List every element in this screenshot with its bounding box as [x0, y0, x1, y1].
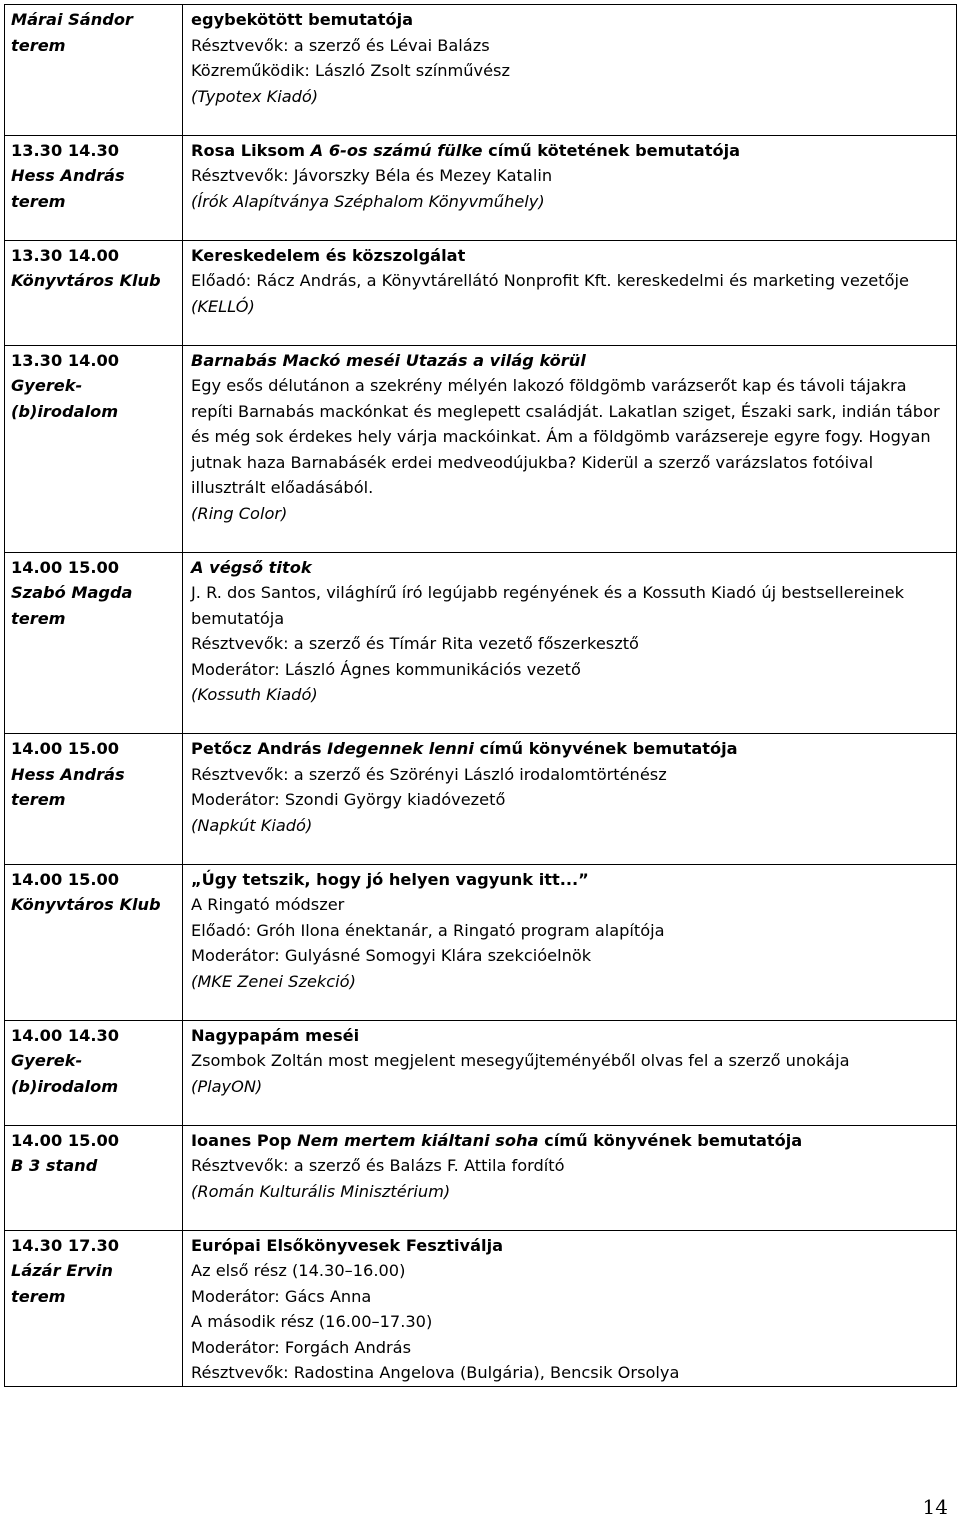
event-text-line: (Napkút Kiadó)	[191, 815, 313, 835]
event-text-line: (MKE Zenei Szekció)	[191, 971, 356, 991]
spacer	[11, 294, 176, 320]
program-row	[5, 1125, 957, 1230]
program-row	[5, 135, 957, 240]
event-text-line: Moderátor: Gács Anna	[191, 1286, 372, 1306]
spacer	[11, 631, 176, 657]
event-title-part: Idegennek lenni	[327, 739, 474, 758]
program-row	[5, 1230, 957, 1386]
spacer	[191, 526, 948, 552]
time-venue-line: (b)irodalom	[11, 1076, 119, 1096]
event-text-line: Moderátor: László Ágnes kommunikációs vezető	[191, 659, 581, 679]
program-row	[5, 864, 957, 1020]
event-text-line: Egy esős délutánon a szekrény mélyén lakozó földgömb varázserőt kap és távoli tájakra repíti Barnabás mackónkat és meglepett családját. Lakatlan sziget, Északi sark, indián tábor és még sok érdekes hely várja mackóinkat. Ám a földgömb varázsereje egyre fogy. Hogyan jutnak haza Barnabásék erdei medveodújukba? Kiderül a szerző varázslatos fotóival illusztrált előadásából.	[191, 376, 940, 497]
time-venue-line: terem	[11, 790, 66, 809]
event-text-line: Az első rész (14.30–16.00)	[191, 1261, 406, 1280]
program-row	[5, 1020, 957, 1125]
spacer	[191, 214, 948, 240]
program-table	[4, 4, 957, 1387]
event-description-cell	[183, 5, 957, 136]
event-description-cell	[183, 345, 957, 552]
time-venue-line: terem	[11, 1286, 66, 1306]
event-text-line: Zsombok Zoltán most megjelent mesegyűjteményéből olvas fel a szerző unokája	[191, 1051, 850, 1070]
event-title-part: Nem mertem kiáltani soha	[297, 1130, 539, 1150]
event-description-cell	[183, 240, 957, 345]
spacer	[11, 58, 176, 84]
time-venue-line: Könyvtáros Klub	[11, 895, 161, 914]
event-description-cell	[183, 552, 957, 734]
event-description-cell	[183, 1125, 957, 1230]
program-row	[5, 345, 957, 552]
spacer	[191, 109, 948, 135]
event-text-line: A Ringató módszer	[191, 895, 345, 914]
time-venue-cell	[5, 864, 183, 1020]
time-venue-line: 13.30 14.30	[11, 140, 120, 160]
event-description-cell	[183, 734, 957, 865]
time-venue-line: Szabó Magda	[11, 583, 133, 602]
event-text-line: Barnabás Mackó meséi Utazás a világ körül	[191, 350, 586, 370]
event-text-line: Résztvevők: a szerző és Balázs F. Attila fordító	[191, 1156, 565, 1175]
time-venue-line: 14.00 15.00	[11, 739, 120, 758]
spacer	[11, 424, 176, 450]
event-text-line: Közreműködik: László Zsolt színművész	[191, 61, 510, 80]
event-text-line: egybekötött bemutatója	[191, 10, 414, 29]
time-venue-cell	[5, 552, 183, 734]
page-number: 14	[922, 1495, 948, 1519]
event-text-line: Előadó: Gróh Ilona énektanár, a Ringató program alapítója	[191, 920, 665, 940]
event-title-part: Petőcz András	[191, 739, 328, 758]
time-venue-cell	[5, 1125, 183, 1230]
program-row	[5, 5, 957, 136]
time-venue-cell	[5, 1230, 183, 1386]
event-text-line: Moderátor: Gulyásné Somogyi Klára szekcióelnök	[191, 946, 592, 965]
program-row	[5, 552, 957, 734]
event-text-line: (KELLÓ)	[191, 296, 255, 316]
time-venue-line: B 3 stand	[11, 1156, 98, 1175]
event-description-cell	[183, 864, 957, 1020]
time-venue-line: terem	[11, 35, 66, 55]
time-venue-line: Lázár Ervin	[11, 1261, 113, 1280]
event-title-line	[191, 1128, 948, 1154]
program-table-body	[5, 5, 957, 1387]
time-venue-cell	[5, 1020, 183, 1125]
time-venue-cell	[5, 5, 183, 136]
event-text-line: (Román Kulturális Minisztérium)	[191, 1181, 451, 1201]
time-venue-line: 14.00 15.00	[11, 1130, 120, 1150]
event-text-line: Előadó: Rácz András, a Könyvtárellátó Nonprofit Kft. kereskedelmi és marketing vezetője	[191, 271, 909, 290]
event-text-line: J. R. dos Santos, világhírű író legújabb regényének és a Kossuth Kiadó új bestsellereinek bemutatója	[191, 583, 904, 628]
spacer	[11, 1099, 176, 1125]
time-venue-cell	[5, 734, 183, 865]
time-venue-line: terem	[11, 608, 66, 628]
time-venue-line: 13.30 14.00	[11, 350, 120, 370]
time-venue-line: (b)irodalom	[11, 401, 119, 421]
event-text-line: Résztvevők: Radostina Angelova (Bulgária), Bencsik Orsolya	[191, 1363, 680, 1382]
event-description-cell	[183, 1230, 957, 1386]
event-text-line: (Ring Color)	[191, 503, 288, 523]
spacer	[191, 994, 948, 1020]
event-title-part: című kötetének bemutatója	[482, 140, 741, 160]
event-text-line: A második rész (16.00–17.30)	[191, 1312, 433, 1331]
spacer	[191, 1099, 948, 1125]
event-text-line: (Typotex Kiadó)	[191, 86, 319, 106]
event-description-cell	[183, 135, 957, 240]
time-venue-line: 13.30 14.00	[11, 245, 120, 265]
event-text-line: Moderátor: Forgách András	[191, 1337, 412, 1357]
time-venue-line: 14.00 15.00	[11, 869, 120, 889]
spacer	[191, 1204, 948, 1230]
program-row	[5, 734, 957, 865]
time-venue-line: 14.00 14.30	[11, 1025, 120, 1045]
event-text-line: „Úgy tetszik, hogy jó helyen vagyunk itt...”	[191, 869, 589, 889]
event-text-line: Kereskedelem és közszolgálat	[191, 245, 466, 265]
spacer	[191, 708, 948, 734]
event-text-line: Résztvevők: a szerző és Szörényi László irodalomtörténész	[191, 764, 667, 784]
time-venue-line: Gyerek-	[11, 376, 83, 395]
time-venue-line: Könyvtáros Klub	[11, 271, 161, 290]
spacer	[191, 838, 948, 864]
event-text-line: (PlayON)	[191, 1076, 263, 1096]
event-text-line: Résztvevők: a szerző és Tímár Rita vezető főszerkesztő	[191, 634, 639, 653]
spacer	[11, 813, 176, 839]
time-venue-line: Márai Sándor	[11, 10, 133, 29]
spacer	[11, 1179, 176, 1205]
event-text-line: Moderátor: Szondi György kiadóvezető	[191, 790, 506, 809]
event-text-line: A végső titok	[191, 557, 312, 577]
event-title-part: Rosa Liksom	[191, 140, 311, 160]
time-venue-cell	[5, 135, 183, 240]
spacer	[11, 918, 176, 944]
time-venue-line: Hess András	[11, 764, 125, 784]
event-text-line: Résztvevők: Jávorszky Béla és Mezey Katalin	[191, 166, 553, 185]
event-title-line	[191, 736, 948, 762]
event-text-line: Európai Elsőkönyvesek Fesztiválja	[191, 1235, 504, 1255]
event-title-part: című könyvének bemutatója	[538, 1130, 803, 1150]
event-text-line: (Kossuth Kiadó)	[191, 685, 318, 704]
spacer	[11, 214, 176, 240]
event-text-line: Résztvevők: a szerző és Lévai Balázs	[191, 35, 490, 55]
time-venue-cell	[5, 240, 183, 345]
event-title-line	[191, 138, 948, 164]
time-venue-line: terem	[11, 191, 66, 211]
time-venue-line: Hess András	[11, 166, 125, 185]
spacer	[191, 319, 948, 345]
event-title-part: Ioanes Pop	[191, 1130, 298, 1150]
event-text-line: (Írók Alapítványa Széphalom Könyvműhely)	[191, 191, 545, 211]
program-row	[5, 240, 957, 345]
time-venue-line: Gyerek-	[11, 1051, 83, 1070]
event-title-part: A 6-os számú fülke	[310, 140, 483, 160]
event-title-part: című könyvének bemutatója	[473, 739, 738, 758]
event-text-line: Nagypapám meséi	[191, 1025, 360, 1045]
time-venue-line: 14.00 15.00	[11, 557, 120, 577]
event-description-cell	[183, 1020, 957, 1125]
time-venue-line: 14.30 17.30	[11, 1235, 120, 1255]
time-venue-cell	[5, 345, 183, 552]
